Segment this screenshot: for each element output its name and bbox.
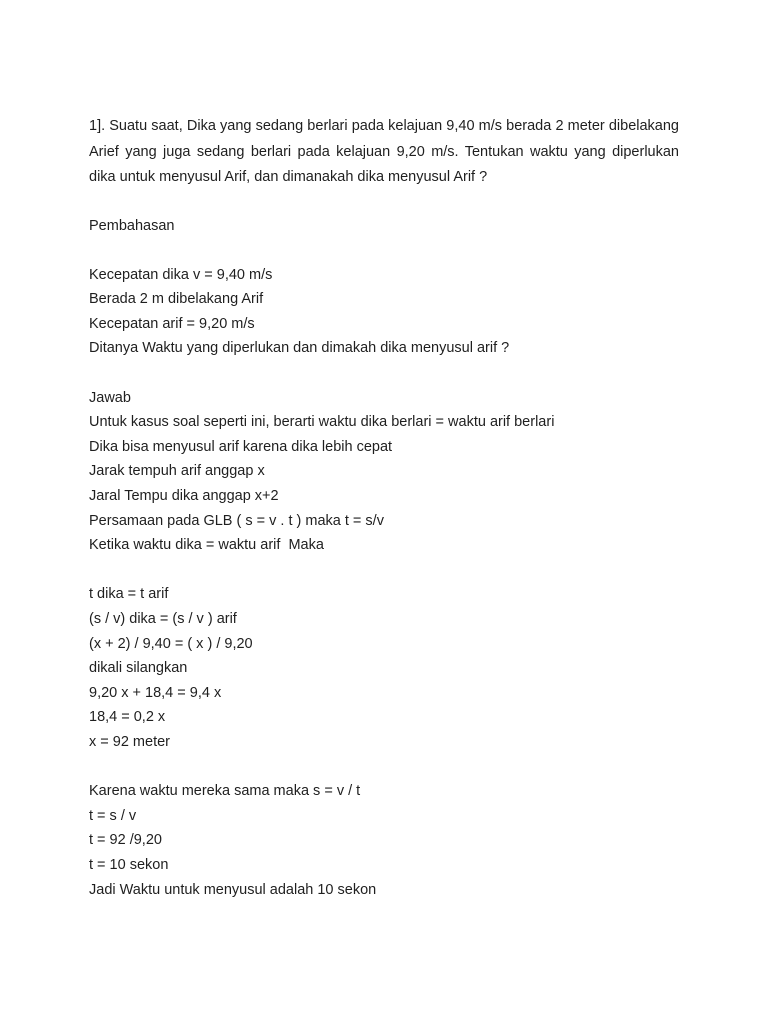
spacer	[89, 361, 679, 386]
equation-line: 9,20 x + 18,4 = 9,4 x	[89, 684, 222, 701]
spacer	[89, 755, 679, 780]
equation-line: 18,4 = 0,2 x	[89, 709, 166, 726]
equation-line: (x + 2) / 9,40 = ( x ) / 9,20	[89, 635, 253, 652]
question-text: 1]. Suatu saat, Dika yang sedang berlari pada kelajuan 9,40 m/s berada 2 meter dibelakang Arief yang juga sedang berlari pada kelajuan 9,20 m/s. Tentukan waktu yang diperlukan dika untuk menyusul Arif, dan dimanakah dika menyusul Arif ?	[89, 118, 679, 185]
equation-line: dikali silangkan	[89, 660, 188, 677]
reasoning-line: Untuk kasus soal seperti ini, berarti waktu dika berlari = waktu arif berlari	[89, 414, 555, 431]
given-line: Berada 2 m dibelakang Arif	[89, 291, 264, 308]
pembahasan-heading: Pembahasan	[89, 217, 175, 234]
equation-line: t dika = t arif	[89, 586, 169, 603]
given-section	[89, 263, 679, 361]
equations-section	[89, 582, 679, 754]
spacer	[89, 558, 679, 583]
conclusion-section	[89, 779, 679, 902]
reasoning-section	[89, 410, 679, 558]
conclusion-line: t = 10 sekon	[89, 856, 169, 873]
equation-line: x = 92 meter	[89, 733, 170, 750]
conclusion-line: t = s / v	[89, 807, 137, 824]
document-page	[89, 114, 679, 902]
conclusion-line: Karena waktu mereka sama maka s = v / t	[89, 783, 361, 800]
conclusion-line: t = 92 /9,20	[89, 832, 162, 849]
reasoning-line: Jarak tempuh arif anggap x	[89, 463, 265, 480]
reasoning-line: Ketika waktu dika = waktu arif Maka	[89, 537, 324, 554]
reasoning-line: Persamaan pada GLB ( s = v . t ) maka t = s/v	[89, 512, 384, 529]
spacer	[89, 238, 679, 263]
given-line: Ditanya Waktu yang diperlukan dan dimakah dika menyusul arif ?	[89, 340, 510, 357]
given-line: Kecepatan arif = 9,20 m/s	[89, 315, 255, 332]
jawab-heading: Jawab	[89, 389, 131, 406]
reasoning-line: Jaral Tempu dika anggap x+2	[89, 488, 279, 505]
given-line: Kecepatan dika v = 9,40 m/s	[89, 266, 273, 283]
equation-line: (s / v) dika = (s / v ) arif	[89, 611, 237, 627]
conclusion-line: Jadi Waktu untuk menyusul adalah 10 sekon	[89, 881, 377, 898]
reasoning-line: Dika bisa menyusul arif karena dika lebih cepat	[89, 438, 393, 455]
